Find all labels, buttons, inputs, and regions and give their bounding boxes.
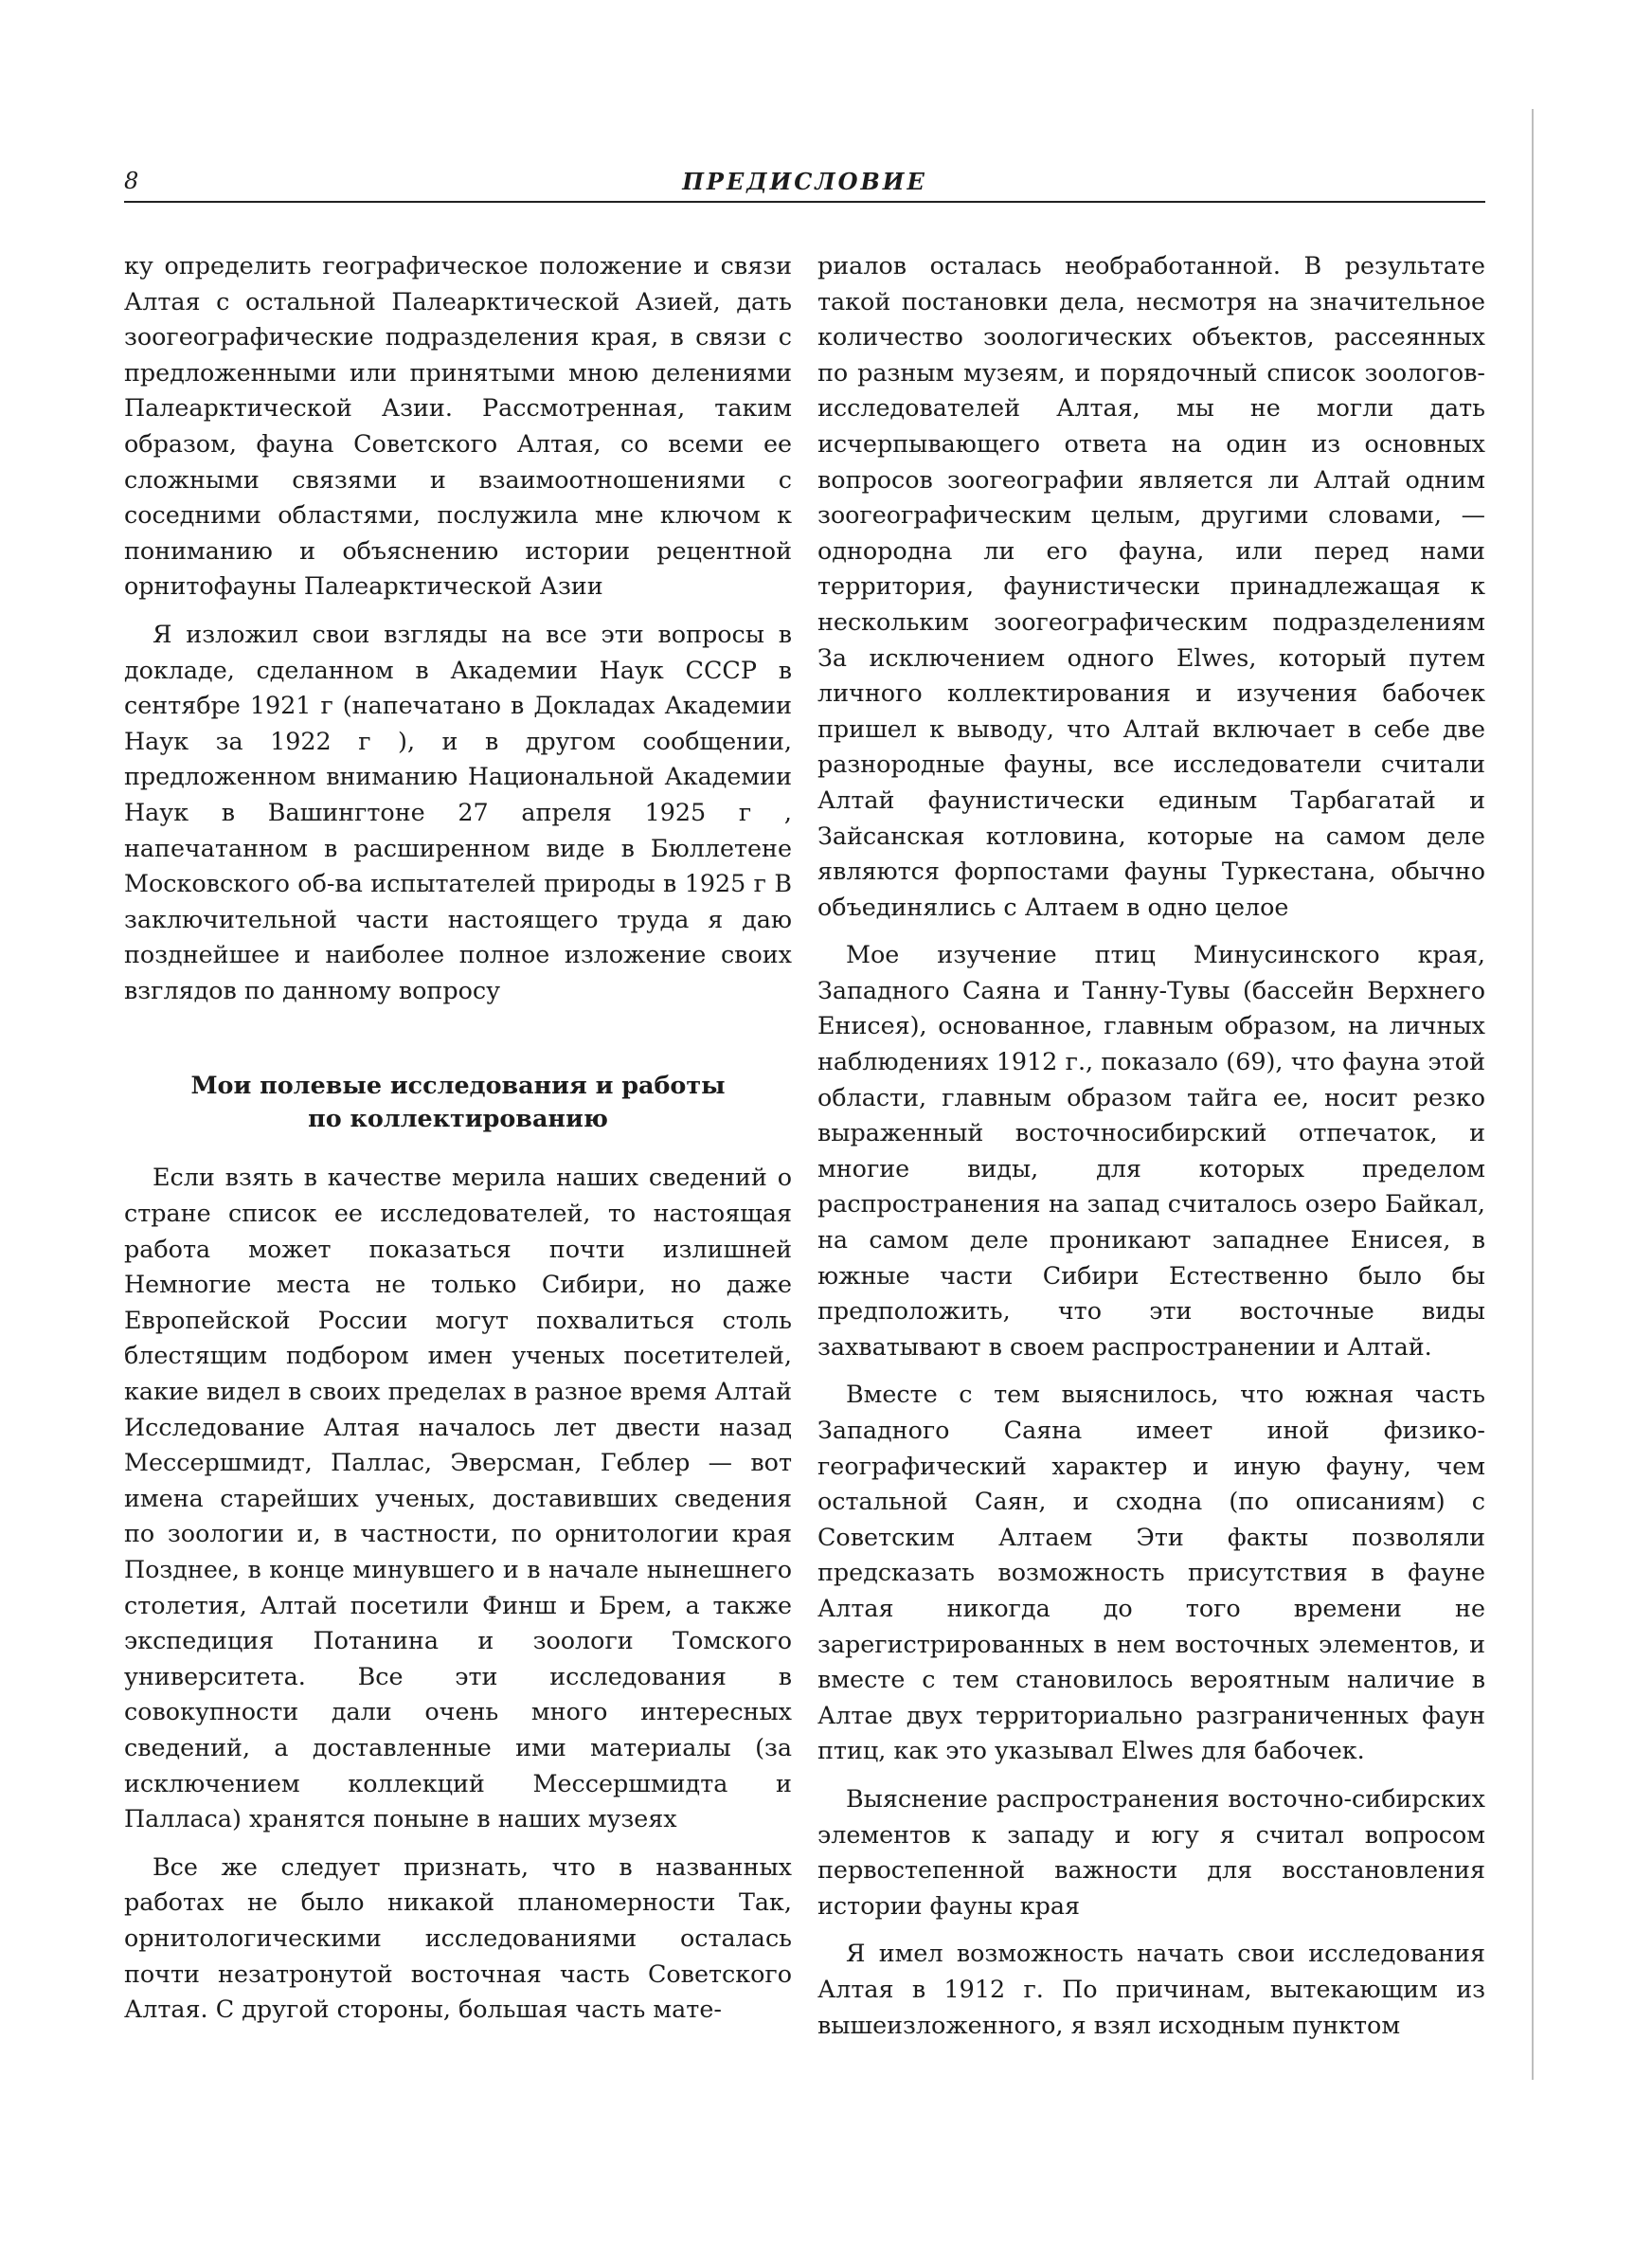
paragraph: ку определить географическое положение и связи Алтая с остальной Палеарктической Азией, дать зоогеографические подразделения края, в связи с предложенными или принятыми мною делениями Палеарктической Азии. Рассмотренная, таким образом, фауна Советского Алтая, со всеми ее сложными связями и взаимоотношениями с соседними областями, послужила мне ключом к пониманию и объяснению истории рецентной орнитофауны Палеарктической Азии [124, 251, 792, 601]
header-rule [124, 201, 1485, 203]
page-title: ПРЕДИСЛОВИЕ [682, 168, 927, 195]
paragraph: Я изложил свои взгляды на все эти вопросы в докладе, сделанном в Академии Наук СССР в сентябре 1921 г (напечатано в Докладах Академии Наук за 1922 г ), и в другом сообщении, предложенном вниманию Национальной Академии Наук в Вашингтоне 27 апреля 1925 г , напечатанном в расширенном виде в Бюллетене Московского об-ва испытателей природы в 1925 г В заключительной части настоящего труда я даю позднейшее и наиболее полное изложение своих взглядов по данному вопросу [124, 619, 792, 1004]
section-heading-line: Мои полевые исследования и работы [190, 1071, 726, 1100]
running-head [124, 166, 1485, 204]
section-heading-line: по коллектированию [308, 1104, 608, 1133]
paragraph: риалов осталась необработанной. В результате такой постановки дела, несмотря на значительное количество зоологических объектов, рассеянных по разным музеям, и порядочный список зоологов-исследователей Алтая, мы не могли дать исчерпывающего ответа на один из основных вопросов зоогеографии является ли Алтай одним зоогеографическим целым, другими словами, — однородна ли его фауна, или перед нами территория, фаунистически принадлежащая к нескольким зоогеографическим подразделениям За исключением одного Elwes, который путем личного коллектирования и изучения бабочек пришел к выводу, что Алтай включает в себе две разнородные фауны, все исследователи считали Алтай фаунистически единым Тарбагатай и Зайсанская котловина, которые на самом деле являются форпостами фауны Туркестана, обычно объединялись с Алтаем в одно целое [817, 251, 1485, 921]
paragraph: Мое изучение птиц Минусинского края, Западного Саяна и Танну-Тувы (бассейн Верхнего Енисея), основанное, главным образом, на личных наблюдениях 1912 г., показало (69), что фауна этой области, главным образом тайга ее, носит резко выраженный восточносибирский отпечаток, и многие виды, для которых пределом распространения на запад считалось озеро Байкал, на самом деле проникают западнее Енисея, в южные части Сибири Естественно было бы предположить, что эти восточные виды захватывают в своем распространении и Алтай. [817, 940, 1485, 1361]
left-column [124, 248, 792, 2040]
paragraph: Вместе с тем выяснилось, что южная часть Западного Саяна имеет иной физико-географический характер и иную фауну, чем остальной Саян, и сходна (по описаниям) с Советским Алтаем Эти факты позволяли предсказать возможность присутствия в фауне Алтая никогда до того времени не зарегистрированных в нем восточных элементов, и вместе с тем становилось вероятным наличие в Алтае двух территориально разграниченных фаун птиц, как это указывал Elwes для бабочек. [817, 1380, 1485, 1765]
paragraph: Выяснение распространения восточно-сибирских элементов к западу и югу я считал вопросом первостепенной важности для восстановления истории фауны края [817, 1783, 1485, 1920]
page-number: 8 [124, 168, 139, 194]
paragraph: Все же следует признать, что в названных работах не было никакой планомерности Так, орнитологическими исследованиями осталась почти незатронутой восточная часть Советского Алтая. С другой стороны, большая часть мате- [124, 1851, 792, 2024]
section-heading [124, 1069, 792, 1135]
page-edge-line [1532, 109, 1534, 2080]
right-column [817, 248, 1485, 2055]
paragraph: Если взять в качестве мерила наших сведений о стране список ее исследователей, то настоящая работа может показаться почти излишней Немногие места не только Сибири, но даже Европейской России могут похвалиться столь блестящим подбором имен ученых посетителей, какие видел в своих пределах в разное время Алтай Исследование Алтая началось лет двести назад Мессершмидт, Паллас, Эверсман, Геблер — вот имена старейших ученых, доставивших сведения по зоологии и, в частности, по орнитологии края Позднее, в конце минувшего и в начале нынешнего столетия, Алтай посетили Финш и Брем, а также экспедиция Потанина и зоологи Томского университета. Все эти исследования в совокупности дали очень много интересных сведений, а доставленные ими материалы (за исключением коллекций Мессершмидта и Палласа) хранятся поныне в наших музеях [124, 1163, 792, 1833]
paragraph: Я имел возможность начать свои исследования Алтая в 1912 г. По причинам, вытекающим из вышеизложенного, я взял исходным пунктом [817, 1939, 1485, 2039]
